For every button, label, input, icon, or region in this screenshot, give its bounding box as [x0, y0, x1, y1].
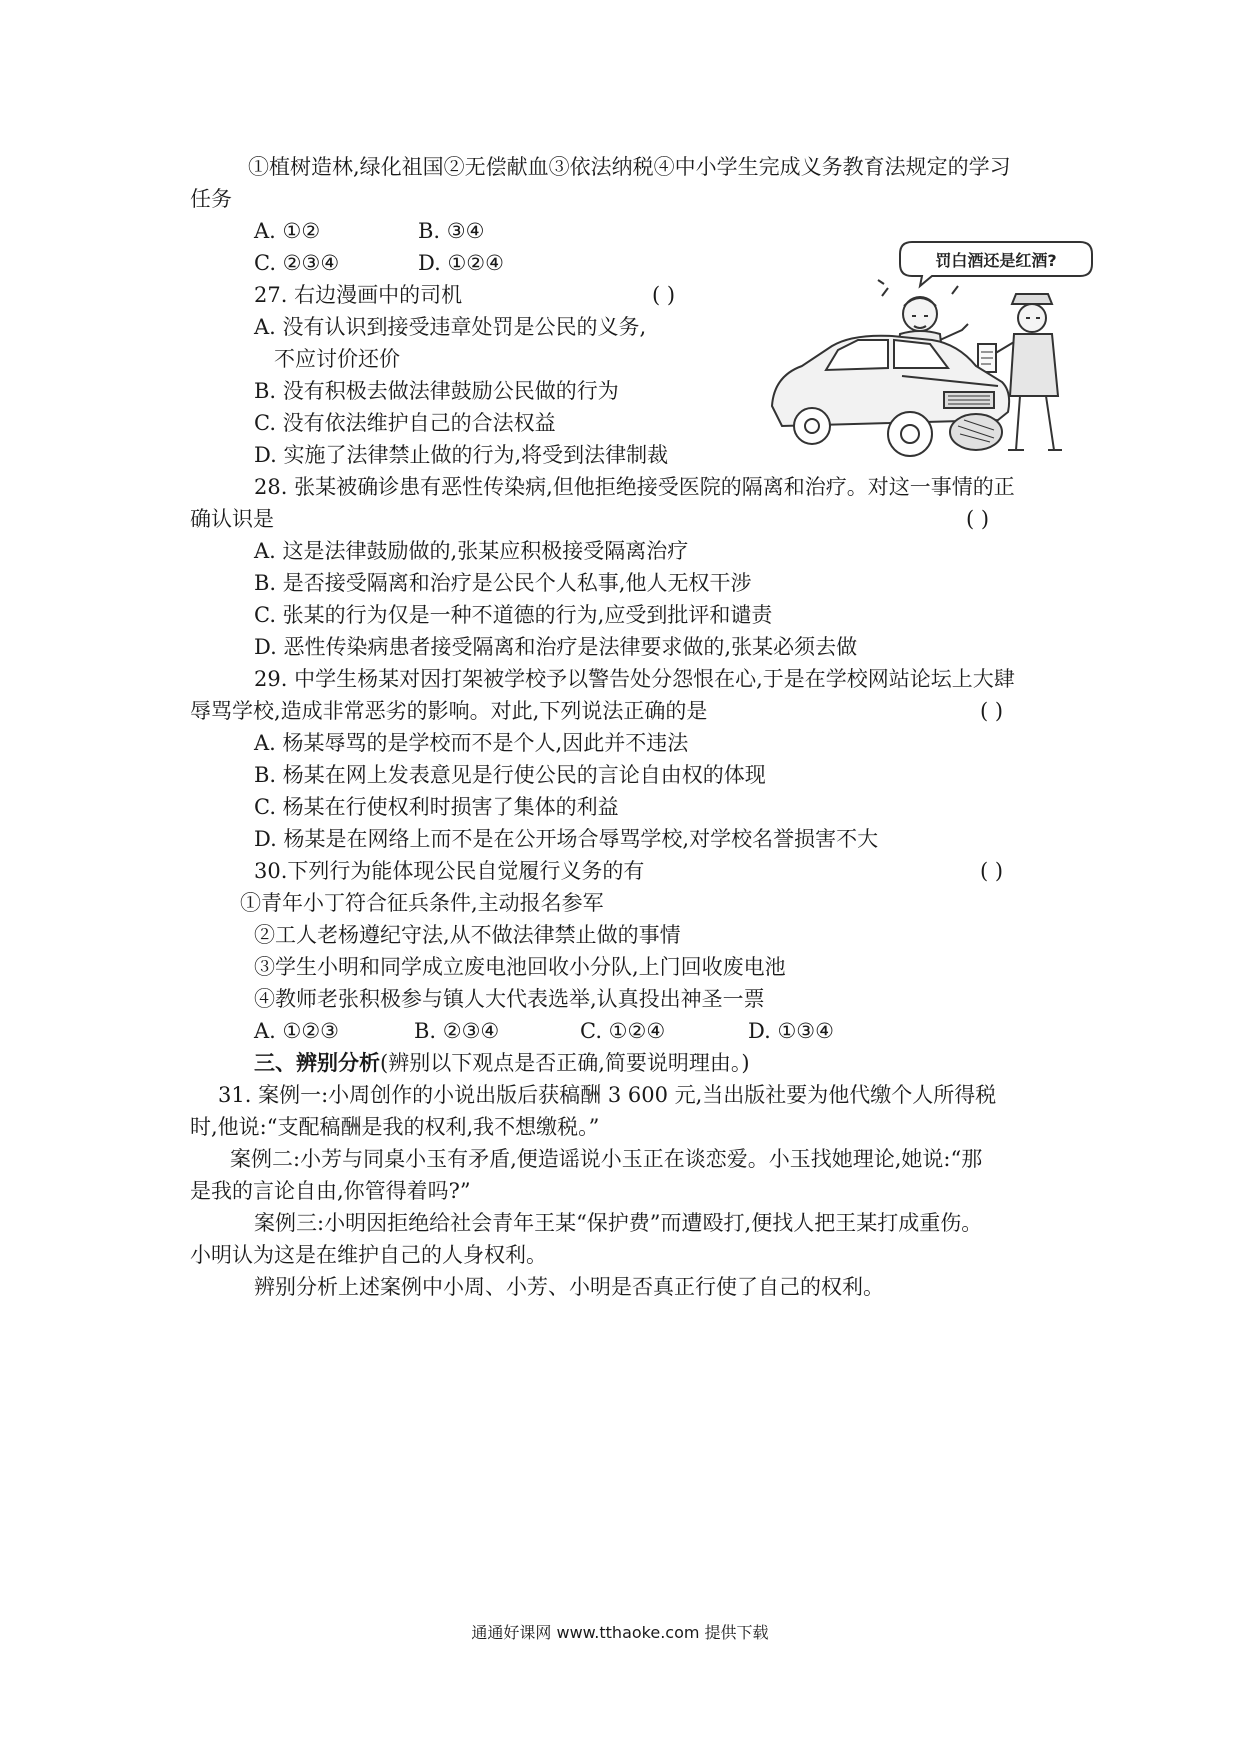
q29-answer-paren: ( ) — [980, 699, 1004, 723]
q30-option-b: B. ②③④ — [414, 1019, 500, 1043]
q29-stem-line1: 29. 中学生杨某对因打架被学校予以警告处分怨恨在心,于是在学校网站论坛上大肆 — [254, 667, 1015, 691]
q31-case1-line2: 时,他说:“支配稿酬是我的权利,我不想缴税。” — [190, 1115, 600, 1139]
section-3-instruction: (辨别以下观点是否正确,简要说明理由。) — [380, 1051, 750, 1075]
q28-answer-paren: ( ) — [966, 507, 990, 531]
q26-option-d: D. ①②④ — [418, 251, 504, 275]
q27-option-d: D. 实施了法律禁止做的行为,将受到法律制裁 — [254, 443, 669, 467]
q30-option-c: C. ①②④ — [580, 1019, 666, 1043]
q27-stem: 27. 右边漫画中的司机 — [254, 283, 463, 307]
q28-option-a: A. 这是法律鼓励做的,张某应积极接受隔离治疗 — [254, 539, 689, 563]
q31-case2-line2: 是我的言论自由,你管得着吗?” — [190, 1179, 471, 1203]
q31-case1-line1: 31. 案例一:小周创作的小说出版后获稿酬 3 600 元,当出版社要为他代缴个人所得税 — [218, 1083, 997, 1107]
q28-option-b: B. 是否接受隔离和治疗是公民个人私事,他人无权干涉 — [254, 571, 752, 595]
q29-option-a: A. 杨某辱骂的是学校而不是个人,因此并不违法 — [254, 731, 689, 755]
q29-option-b: B. 杨某在网上发表意见是行使公民的言论自由权的体现 — [254, 763, 766, 787]
q27-option-a-line2: 不应讨价还价 — [274, 347, 400, 371]
q30-option-d: D. ①③④ — [748, 1019, 834, 1043]
q26-option-c: C. ②③④ — [254, 251, 340, 275]
q30-answer-paren: ( ) — [980, 859, 1004, 883]
q29-option-c: C. 杨某在行使权利时损害了集体的利益 — [254, 795, 619, 819]
q30-stem: 30.下列行为能体现公民自觉履行义务的有 — [254, 859, 645, 883]
q30-item-4: ④教师老张积极参与镇人大代表选举,认真投出神圣一票 — [254, 987, 765, 1011]
cartoon-caption: 罚白酒还是红酒? — [935, 251, 1057, 270]
q30-item-2: ②工人老杨遵纪守法,从不做法律禁止做的事情 — [254, 923, 681, 947]
page-footer: 通通好课网 www.tthaoke.com 提供下载 — [471, 1623, 769, 1642]
q31-case3-line1: 案例三:小明因拒绝给社会青年王某“保护费”而遭殴打,便找人把王某打成重伤。 — [254, 1211, 983, 1235]
q27-answer-paren: ( ) — [652, 283, 676, 307]
q31-case3-line2: 小明认为这是在维护自己的人身权利。 — [190, 1243, 547, 1267]
q31-task: 辨别分析上述案例中小周、小芳、小明是否真正行使了自己的权利。 — [254, 1275, 884, 1299]
q28-stem-line2: 确认识是 — [190, 507, 274, 531]
q26-option-b: B. ③④ — [418, 219, 485, 243]
section-3-header — [254, 1048, 750, 1078]
q29-stem-line2: 辱骂学校,造成非常恶劣的影响。对此,下列说法正确的是 — [190, 699, 708, 723]
cartoon-illustration — [762, 236, 1102, 464]
q29-option-d: D. 杨某是在网络上而不是在公开场合辱骂学校,对学校名誉损害不大 — [254, 827, 879, 851]
q30-item-1: ①青年小丁符合征兵条件,主动报名参军 — [240, 891, 604, 915]
car-figure — [772, 336, 1009, 456]
q28-stem-line1: 28. 张某被确诊患有恶性传染病,但他拒绝接受医院的隔离和治疗。对这一事情的正 — [254, 475, 1015, 499]
section-3-heading: 三、辨别分析 — [254, 1050, 380, 1075]
q26-stem-line1: ①植树造林,绿化祖国②无偿献血③依法纳税④中小学生完成义务教育法规定的学习 — [248, 155, 1011, 179]
cartoon-speech-banner — [900, 242, 1092, 286]
q28-option-c: C. 张某的行为仅是一种不道德的行为,应受到批评和谴责 — [254, 603, 773, 627]
q30-option-a: A. ①②③ — [254, 1019, 339, 1043]
q26-option-a: A. ①② — [254, 219, 321, 243]
q27-option-b: B. 没有积极去做法律鼓励公民做的行为 — [254, 379, 619, 403]
q26-stem-line2: 任务 — [190, 187, 232, 211]
q30-item-3: ③学生小明和同学成立废电池回收小分队,上门回收废电池 — [254, 955, 786, 979]
q27-option-c: C. 没有依法维护自己的合法权益 — [254, 411, 556, 435]
q31-case2-line1: 案例二:小芳与同桌小玉有矛盾,便造谣说小玉正在谈恋爱。小玉找她理论,她说:“那 — [230, 1147, 983, 1171]
q28-option-d: D. 恶性传染病患者接受隔离和治疗是法律要求做的,张某必须去做 — [254, 635, 858, 659]
q27-option-a-line1: A. 没有认识到接受违章处罚是公民的义务, — [254, 315, 647, 339]
